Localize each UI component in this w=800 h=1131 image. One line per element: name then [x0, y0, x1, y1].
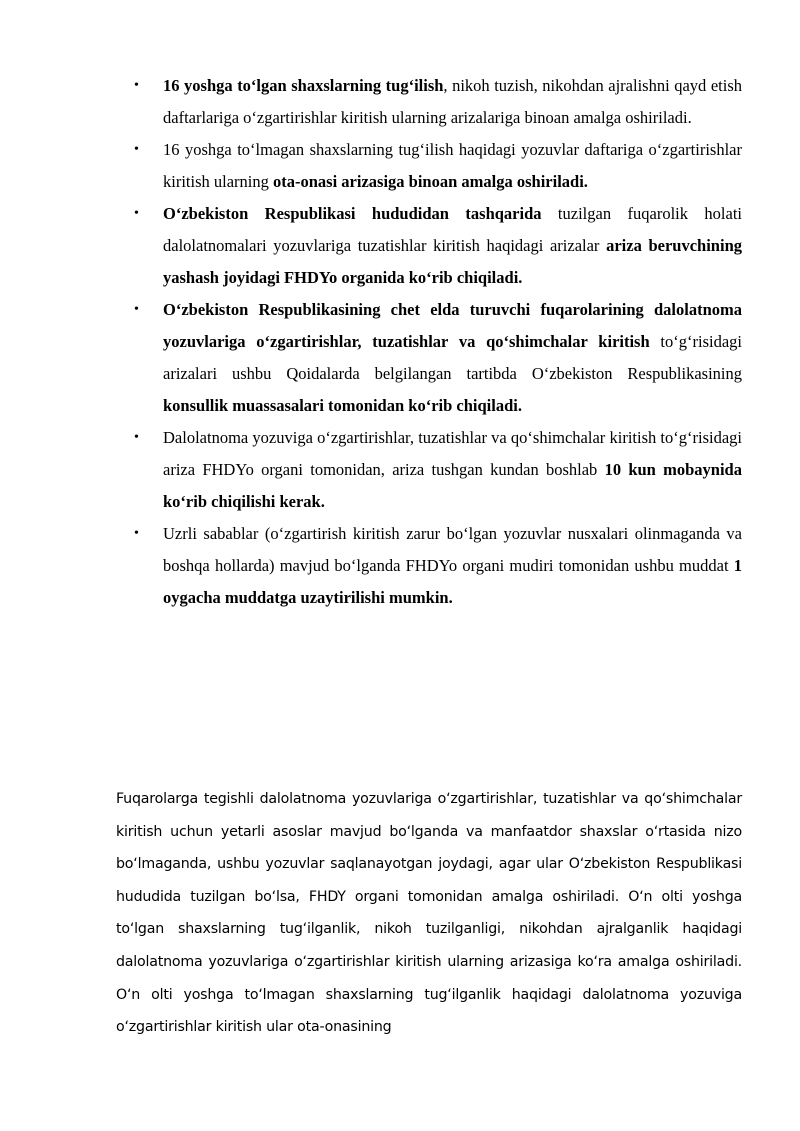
bold-text: O‘zbekiston Respublikasi hududidan tashqarida	[163, 204, 542, 223]
bold-text: O‘zbekiston Respublikasining chet elda turuvchi fuqarolarining dalolatnoma yozuvlariga o‘zgartirishlar, tuzatishlar va qo‘shimchalar kiritish	[163, 300, 742, 351]
body-text: to‘g‘risidagi arizalari ushbu Qoidalarda belgilangan tartibda O‘zbekiston Respublikasining	[163, 332, 742, 383]
bullet-item	[134, 518, 742, 614]
bullet-item	[134, 294, 742, 422]
bullet-dot: •	[134, 206, 139, 221]
bullet-item	[134, 422, 742, 518]
bullet-dot: •	[134, 302, 139, 317]
bullet-dot: •	[134, 526, 139, 541]
bold-text: 1 oygacha muddatga uzaytirilishi mumkin.	[163, 556, 742, 607]
bold-text: ota-onasi arizasiga binoan amalga oshiriladi.	[273, 172, 588, 191]
body-text: Uzrli sabablar (o‘zgartirish kiritish zarur bo‘lgan yozuvlar nusxalari olinmaganda va boshqa hollarda) mavjud bo‘lganda FHDYo organi mudiri tomonidan ushbu muddat	[163, 524, 742, 575]
bullet-dot: •	[134, 430, 139, 445]
bold-text: ariza beruvchining yashash joyidagi FHDYo organida ko‘rib chiqiladi.	[163, 236, 742, 287]
bullet-dot: •	[134, 78, 139, 93]
bullet-list	[134, 70, 742, 614]
bullet-item	[134, 70, 742, 134]
bold-text: 10 kun mobaynida ko‘rib chiqilishi kerak.	[163, 460, 742, 511]
bold-text: 16 yoshga to‘lgan shaxslarning tug‘ilish	[163, 76, 444, 95]
body-text: , nikoh tuzish, nikohdan ajralishni qayd etish daftarlariga o‘zgartirishlar kiritish ularning arizalariga binoan amalga oshiriladi.	[163, 76, 742, 127]
body-text: tuzilgan fuqarolik holati dalolatnomalari yozuvlariga tuzatishlar kiritish haqidagi arizalar	[163, 204, 742, 255]
body-paragraph: Fuqarolarga tegishli dalolatnoma yozuvlariga o‘zgartirishlar, tuzatishlar va qo‘shimchalar kiritish uchun yetarli asoslar mavjud bo‘lganda va manfaatdor shaxslar o‘rtasida nizo bo‘lmaganda, ushbu yozuvlar saqlanayotgan joydagi, agar ular O‘zbekiston Respublikasi hududida tuzilgan bo‘lsa, FHDY organi tomonidan amalga oshiriladi. O‘n olti yoshga to‘lgan shaxslarning tug‘ilganlik, nikoh tuzilganligi, nikohdan ajralganlik haqidagi dalolatnoma yozuvlariga o‘zgartirishlar kiritish ularning arizasiga ko‘ra amalga oshiriladi. O‘n olti yoshga to‘lmagan shaxslarning tug‘ilganlik haqidagi dalolatnoma yozuviga o‘zgartirishlar kiritish ular ota-onasining	[116, 791, 742, 1036]
body-text: Dalolatnoma yozuviga o‘zgartirishlar, tuzatishlar va qo‘shimchalar kiritish to‘g‘risidagi ariza FHDYo organi tomonidan, ariza tushgan kundan boshlab	[163, 428, 742, 479]
bullet-dot: •	[134, 142, 139, 157]
bullet-item	[134, 198, 742, 294]
bold-text: konsullik muassasalari tomonidan ko‘rib chiqiladi.	[163, 396, 522, 415]
body-text: 16 yoshga to‘lmagan shaxslarning tug‘ilish haqidagi yozuvlar daftariga o‘zgartirishlar kiritish ularning	[163, 140, 742, 191]
bullet-item	[134, 134, 742, 198]
